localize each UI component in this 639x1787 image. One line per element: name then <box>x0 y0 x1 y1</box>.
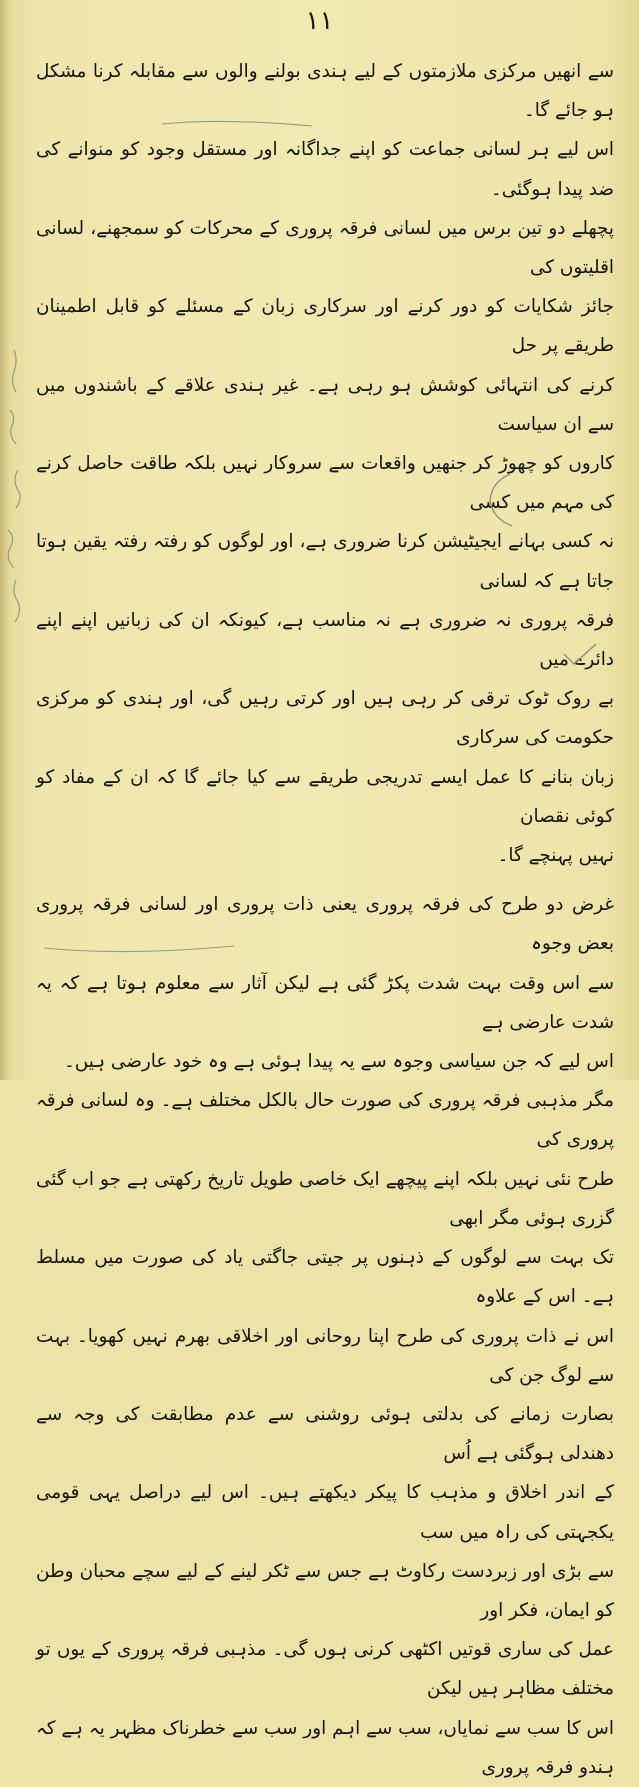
page-number: ١١ <box>305 6 334 36</box>
margin-pencil-marks <box>0 330 40 650</box>
text-line: عمل کی ساری قوتیں اکٹھی کرنی ہوں گی۔ مذہبی فرقہ پروری کے یوں تو مختلف مظاہر ہیں لیکن <box>36 1639 614 1700</box>
text-line: بصارت زمانے کی بدلتی ہوئی روشنی سے عدم مطابقت کی وجہ سے دھندلی ہوگئی ہے اُس <box>36 1403 614 1465</box>
text-line: غرض دو طرح کی فرقہ پروری یعنی ذات پروری اور لسانی فرقہ پروری بعض وجوہ <box>36 894 614 955</box>
text-line: مگر مذہبی فرقہ پروری کی صورت حال بالکل مختلف ہے۔ وہ لسانی فرقہ پروری کی <box>36 1090 614 1151</box>
page-body <box>36 52 614 1787</box>
text-line: اس نے ذات پروری کی طرح اپنا روحانی اور اخلاقی بھرم نہیں کھویا۔ بہت سے لوگ جن کی <box>36 1325 614 1386</box>
pencil-bracket-mark <box>480 470 520 530</box>
text-line: پچھلے دو تین برس میں لسانی فرقہ پروری کے محرکات کو سمجھنے، لسانی اقلیتوں کی <box>36 217 614 279</box>
text-line: کرنے کی انتہائی کوشش ہو رہی ہے۔ غیر ہندی علاقے کے باشندوں میں سے ان سیاست <box>36 374 614 435</box>
text-line: سے اس وقت بہت شدت پکڑ گئی ہے لیکن آثار سے معلوم ہوتا ہے کہ یہ شدت عارضی ہے <box>36 972 614 1033</box>
text-line: تک بہت سے لوگوں کے ذہنوں پر جیتی جاگتی یاد کی صورت میں مسلط ہے۔ اس کے علاوہ <box>36 1247 614 1308</box>
text-line: اس لیے ہر لسانی جماعت کو اپنے جداگانہ اور مستقل وجود کو منوانے کی ضد پیدا ہوگئی۔ <box>36 139 614 200</box>
text-line: زبان بنانے کا عمل ایسے تدریجی طریقے سے کیا جائے گا کہ ان کے مفاد کو کوئی نقصان <box>36 766 614 827</box>
text-line: فرقہ پروری نہ ضروری ہے نہ مناسب ہے، کیونکہ ان کی زبانیں اپنے اپنے دائرے میں <box>36 609 614 671</box>
text-line: اس لیے کہ جن سیاسی وجوہ سے یہ پیدا ہوئی ہے وہ خود عارضی ہیں۔ <box>63 1051 614 1073</box>
text-line: سے بڑی اور زبردست رکاوٹ ہے جس سے ٹکر لینے کے لیے سچے محبان وطن کو ایمان، فکر اور <box>36 1560 614 1621</box>
text-line: بے روک ٹوک ترقی کر رہی ہیں اور کرتی رہیں گی، اور ہندی کو مرکزی حکومت کی سرکاری <box>36 688 614 749</box>
text-line: کے اندر اخلاق و مذہب کا پیکر دیکھتے ہیں۔ اس لیے دراصل یہی قومی یکجہتی کی راہ میں سب <box>36 1482 614 1543</box>
text-line: کاروں کو چھوڑ کر جنھیں واقعات سے سروکار نہیں بلکہ طاقت حاصل کرنے کی مہم میں کسی <box>36 453 614 514</box>
text-line: نہ کسی بہانے ایجیٹیشن کرنا ضروری ہے، اور لوگوں کو رفتہ رفتہ یقین ہوتا جاتا ہے کہ لسانی <box>36 531 614 592</box>
text-line: نہیں پہنچے گا۔ <box>497 845 614 867</box>
text-line: اس کا سب سے نمایاں، سب سے اہم اور سب سے خطرناک مظہر یہ ہے کہ ہندو فرقہ پروری <box>36 1717 614 1778</box>
text-line: جائز شکایات کو دور کرنے اور سرکاری زبان کے مسئلے کو قابل اطمینان طریقے پر حل <box>36 296 614 357</box>
text-line: سے انھیں مرکزی ملازمتوں کے لیے ہندی بولنے والوں سے مقابلہ کرنا مشکل ہو جائے گا۔ <box>36 61 614 122</box>
pencil-check-mark <box>560 640 600 670</box>
pencil-underline <box>160 112 320 132</box>
text-line: طرح نئی نہیں بلکہ اپنے پیچھے ایک خاصی طویل تاریخ رکھتی ہے جو اب گئی گزری ہوئی مگر ابھی <box>36 1168 614 1229</box>
pencil-underline <box>40 938 240 958</box>
